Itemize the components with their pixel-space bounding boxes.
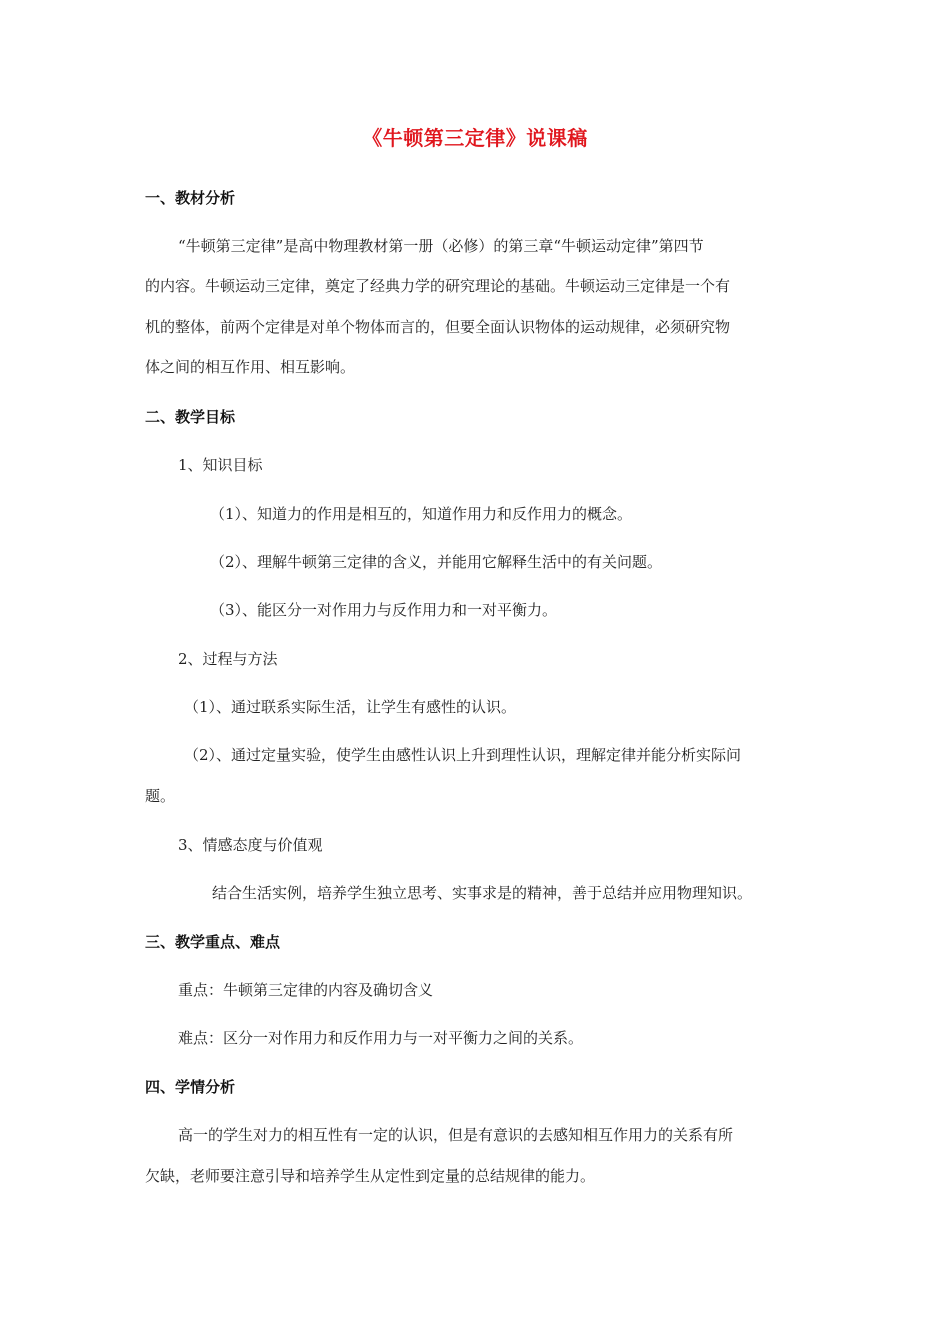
process-item: （1）、通过联系实际生活，让学生有感性的认识。 [184, 698, 517, 716]
subsection-title-knowledge: 1、知识目标 [178, 456, 263, 474]
section-heading-key-points: 三、教学重点、难点 [145, 933, 281, 951]
knowledge-item: （2）、理解牛顿第三定律的含义，并能用它解释生活中的有关问题。 [210, 553, 663, 571]
document-title: 《牛顿第三定律》说课稿 [362, 126, 588, 150]
section-heading-student-analysis: 四、学情分析 [145, 1078, 236, 1096]
subsection-title-emotion: 3、情感态度与价值观 [178, 836, 323, 854]
section-heading-material-analysis: 一、教材分析 [145, 189, 236, 207]
knowledge-item: （1）、知道力的作用是相互的，知道作用力和反作用力的概念。 [210, 505, 633, 523]
key-point-text: 重点：牛顿第三定律的内容及确切含义 [178, 981, 434, 999]
process-item-continued: 题。 [145, 787, 176, 805]
paragraph-line: 欠缺，老师要注意引导和培养学生从定性到定量的总结规律的能力。 [145, 1167, 596, 1185]
paragraph-line: 高一的学生对力的相互性有一定的认识，但是有意识的去感知相互作用力的关系有所 [178, 1126, 734, 1144]
difficulty-text: 难点：区分一对作用力和反作用力与一对平衡力之间的关系。 [178, 1029, 584, 1047]
subsection-title-process: 2、过程与方法 [178, 650, 278, 668]
emotion-text: 结合生活实例，培养学生独立思考、实事求是的精神，善于总结并应用物理知识。 [212, 884, 753, 902]
paragraph-line: “牛顿第三定律”是高中物理教材第一册（必修）的第三章“牛顿运动定律”第四节 [178, 237, 704, 255]
section-heading-teaching-goals: 二、教学目标 [145, 408, 236, 426]
knowledge-item: （3）、能区分一对作用力与反作用力和一对平衡力。 [210, 601, 558, 619]
process-item: （2）、通过定量实验，使学生由感性认识上升到理性认识，理解定律并能分析实际问 [184, 746, 742, 764]
paragraph-line: 体之间的相互作用、相互影响。 [145, 358, 356, 376]
paragraph-line: 机的整体，前两个定律是对单个物体而言的，但要全面认识物体的运动规律，必须研究物 [145, 318, 731, 336]
paragraph-line: 的内容。牛顿运动三定律，奠定了经典力学的研究理论的基础。牛顿运动三定律是一个有 [145, 277, 731, 295]
